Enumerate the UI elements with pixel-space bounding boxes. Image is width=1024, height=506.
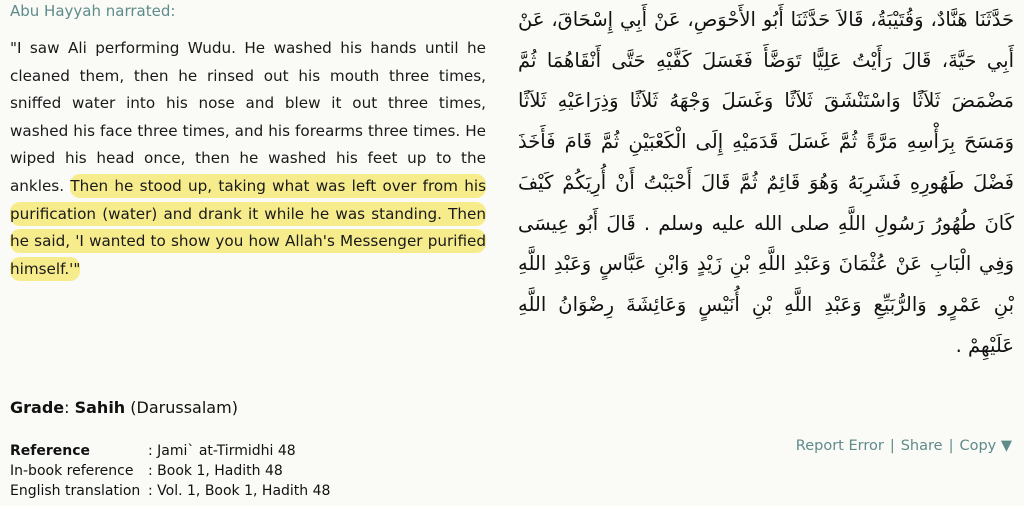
- english-highlighted-text: Then he stood up, taking what was left over from his purification (water) and drank it while he was standing. Then he said, 'I wanted to show you how Allah's Messenger purified himself.'": [10, 174, 486, 281]
- english-text: [10, 35, 486, 283]
- report-error-link[interactable]: Report Error: [795, 438, 884, 454]
- english-translation-row: [10, 481, 330, 501]
- inbook-reference-value: : Book 1, Hadith 48: [148, 463, 283, 479]
- grade-colon: :: [64, 398, 70, 417]
- narrator-line: Abu Hayyah narrated:: [10, 2, 176, 20]
- copy-dropdown-link[interactable]: Copy ▼: [959, 438, 1012, 454]
- action-links: [796, 438, 1012, 454]
- arabic-text: حَدَّثَنَا هَنَّادٌ، وَقُتَيْبَةُ، قَالاَ حَدَّثَنَا أَبُو الأَحْوَصِ، عَنْ أَبِي إِسْحَاقَ، عَنْ أَبِي حَيَّةَ، قَالَ رَأَيْتُ عَلِيًّا تَوَضَّأَ فَغَسَلَ كَفَّيْهِ حَتَّى أَنْقَاهُمَا ثُمَّ مَضْمَضَ ثَلاَثًا وَاسْتَنْشَقَ ثَلاَثًا وَغَسَلَ وَجْهَهُ ثَلاَثًا وَذِرَاعَيْهِ ثَلاَثًا وَمَسَحَ بِرَأْسِهِ مَرَّةً ثُمَّ غَسَلَ قَدَمَيْهِ إِلَى الْكَعْبَيْنِ ثُمَّ قَامَ فَأَخَذَ فَضْلَ طَهُورِهِ فَشَرِبَهُ وَهُوَ قَائِمٌ ثُمَّ قَالَ أَحْبَبْتُ أَنْ أُرِيَكُمْ كَيْفَ كَانَ طُهُورُ رَسُولِ اللَّهِ صلى الله عليه وسلم ‏.‏ قَالَ أَبُو عِيسَى وَفِي الْبَابِ عَنْ عُثْمَانَ وَعَبْدِ اللَّهِ بْنِ زَيْدٍ وَابْنِ عَبَّاسٍ وَعَبْدِ اللَّهِ بْنِ عَمْرٍو وَالرُّبَيِّعِ وَعَبْدِ اللَّهِ بْنِ أُنَيْسٍ وَعَائِشَةَ رِضْوَانُ اللَّهِ عَلَيْهِمْ ‏.‏: [518, 8, 1014, 357]
- grade-value: Sahih: [74, 398, 126, 417]
- share-link[interactable]: Share: [900, 438, 943, 454]
- inbook-reference-label: In-book reference: [10, 463, 134, 479]
- reference-value: : Jami` at-Tirmidhi 48: [148, 443, 296, 459]
- grade-line: [10, 398, 238, 417]
- grade-source: (Darussalam): [130, 398, 238, 417]
- inbook-reference-row: [10, 461, 330, 481]
- reference-label: Reference: [10, 443, 91, 459]
- action-separator: |: [948, 438, 954, 454]
- reference-row: [10, 441, 330, 461]
- grade-label: Grade: [10, 398, 65, 417]
- english-translation-label: English translation: [10, 483, 141, 499]
- english-translation-value: : Vol. 1, Book 1, Hadith 48: [148, 483, 331, 499]
- reference-table: [10, 441, 330, 501]
- action-separator: |: [889, 438, 895, 454]
- english-plain-text: "I saw Ali performing Wudu. He washed his hands until he cleaned them, then he rinsed out his mouth three times, sniffed water into his nose and blew it out three times, washed his face three times, and his forearms three times. He wiped his head once, then he washed his feet up to the ankles.: [10, 39, 486, 195]
